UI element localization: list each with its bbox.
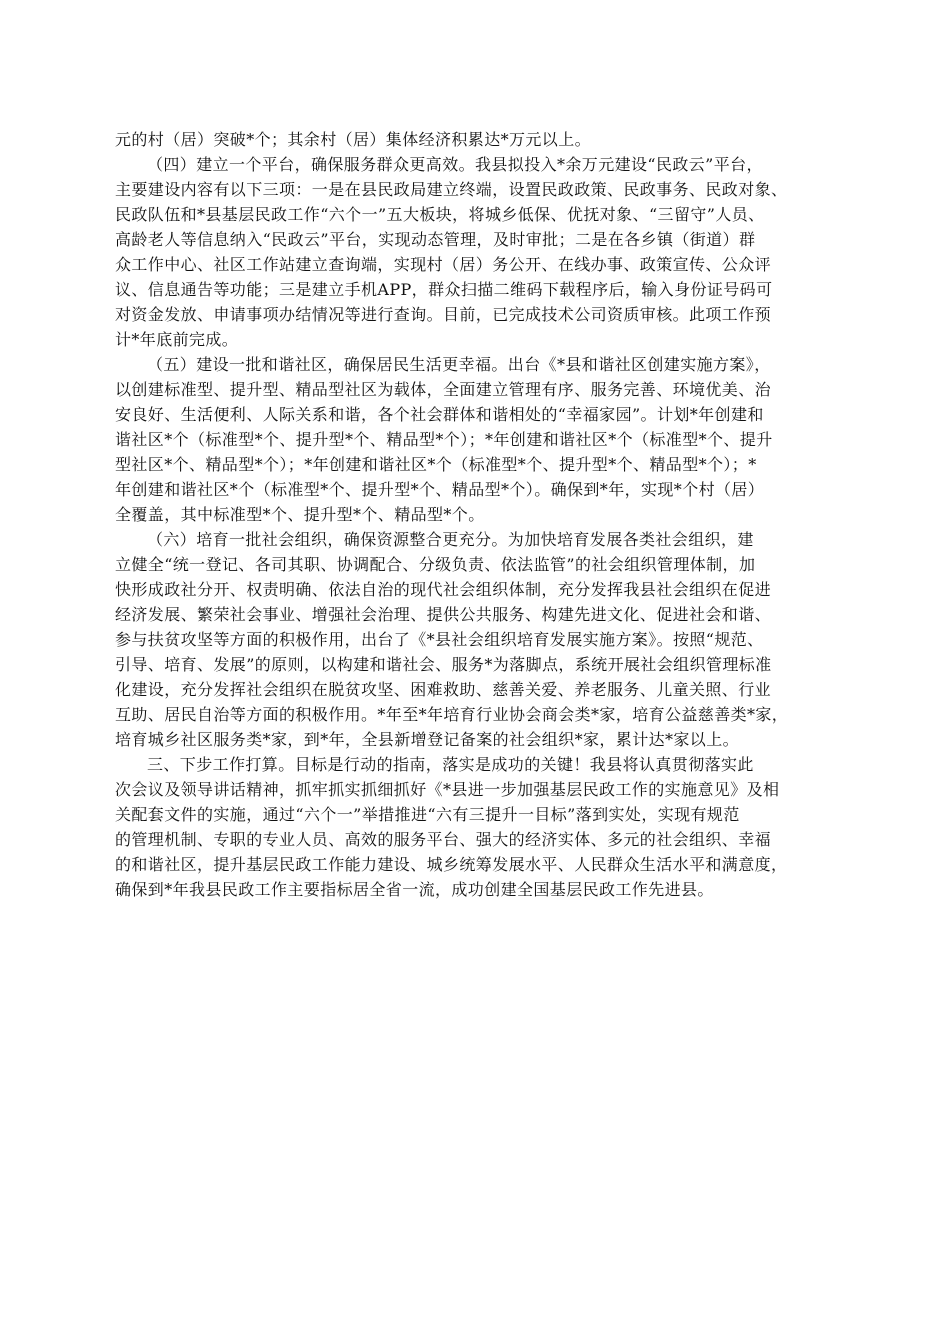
- text-line: 以创建标准型、提升型、精品型社区为载体，全面建立管理有序、服务完善、环境优美、治: [115, 380, 772, 399]
- text-line: 元的村（居）突破*个；其余村（居）集体经济积累达*万元以上。: [115, 130, 592, 149]
- text-line: 主要建设内容有以下三项：一是在县民政局建立终端，设置民政政策、民政事务、民政对象、: [115, 180, 788, 199]
- text-line: 对资金发放、申请事项办结情况等进行查询。目前，已完成技术公司资质审核。此项工作预: [115, 305, 772, 324]
- paragraph: [115, 752, 875, 902]
- text-line: 化建设，充分发挥社会组织在脱贫攻坚、困难救助、慈善关爱、养老服务、儿童关照、行业: [115, 680, 772, 699]
- paragraph: [115, 127, 875, 152]
- text-line: 的管理机制、专职的专业人员、高效的服务平台、强大的经济实体、多元的社会组织、幸福: [115, 830, 772, 849]
- text-line: 参与扶贫攻坚等方面的积极作用，出台了《*县社会组织培育发展实施方案》。按照“规范、: [115, 630, 764, 649]
- text-line: 民政队伍和*县基层民政工作“六个一”五大板块，将城乡低保、优抚对象、“三留守”人员、: [115, 205, 765, 224]
- text-line: （六）培育一批社会组织，确保资源整合更充分。为加快培育发展各类社会组织，建: [147, 530, 754, 549]
- text-line: 快形成政社分开、权责明确、依法自治的现代社会组织体制，充分发挥我县社会组织在促进: [115, 580, 772, 599]
- text-line: （五）建设一批和谐社区，确保居民生活更幸福。出台《*县和谐社区创建实施方案》，: [147, 355, 771, 374]
- paragraph: [115, 527, 875, 752]
- text-line: 引导、培育、发展”的原则，以构建和谐社会、服务*为落脚点，系统开展社会组织管理标准: [115, 655, 772, 674]
- text-line: 培育城乡社区服务类*家，到*年，全县新增登记备案的社会组织*家，累计达*家以上。: [115, 730, 740, 749]
- text-line: 互助、居民自治等方面的积极作用。*年至*年培育行业协会商会类*家，培育公益慈善类*家，: [115, 705, 789, 724]
- text-line: 计*年底前完成。: [115, 330, 239, 349]
- paragraph: [115, 152, 875, 352]
- text-line: 全覆盖，其中标准型*个、提升型*个、精品型*个。: [115, 505, 485, 524]
- text-line: 年创建和谐社区*个（标准型*个、提升型*个、精品型*个）。确保到*年，实现*个村（居）: [115, 480, 765, 499]
- text-line: 立健全“统一登记、各司其职、协调配合、分级负责、依法监管”的社会组织管理体制，加: [115, 555, 756, 574]
- text-line: 三、下步工作打算。目标是行动的指南，落实是成功的关键！我县将认真贯彻落实此: [147, 755, 754, 774]
- text-line: 安良好、生活便利、人际关系和谐，各个社会群体和谐相处的“幸福家园”。计划*年创建和: [115, 405, 764, 424]
- text-line: 的和谐社区，提升基层民政工作能力建设、城乡统筹发展水平、人民群众生活水平和满意度，: [115, 855, 788, 874]
- text-line: 议、信息通告等功能；三是建立手机APP，群众扫描二维码下载程序后，输入身份证号码可: [115, 280, 773, 299]
- paragraph: [115, 352, 875, 527]
- text-line: 经济发展、繁荣社会事业、增强社会治理、提供公共服务、构建先进文化、促进社会和谐、: [115, 605, 772, 624]
- text-line: 高龄老人等信息纳入“民政云”平台，实现动态管理，及时审批；二是在各乡镇（街道）群: [115, 230, 756, 249]
- text-line: 次会议及领导讲话精神，抓牢抓实抓细抓好《*县进一步加强基层民政工作的实施意见》及相: [115, 780, 780, 799]
- document-page: [115, 127, 875, 902]
- text-line: （四）建立一个平台，确保服务群众更高效。我县拟投入*余万元建设“民政云”平台，: [147, 155, 763, 174]
- text-line: 谐社区*个（标准型*个、提升型*个、精品型*个）；*年创建和谐社区*个（标准型*个、提升: [115, 430, 773, 449]
- text-line: 关配套文件的实施，通过“六个一”举措推进“六有三提升一目标”落到实处，实现有规范: [115, 805, 740, 824]
- text-line: 众工作中心、社区工作站建立查询端，实现村（居）务公开、在线办事、政策宣传、公众评: [115, 255, 772, 274]
- text-line: 确保到*年我县民政工作主要指标居全省一流，成功创建全国基层民政工作先进县。: [115, 880, 714, 899]
- text-line: 型社区*个、精品型*个）；*年创建和谐社区*个（标准型*个、提升型*个、精品型*个）；*: [115, 455, 757, 474]
